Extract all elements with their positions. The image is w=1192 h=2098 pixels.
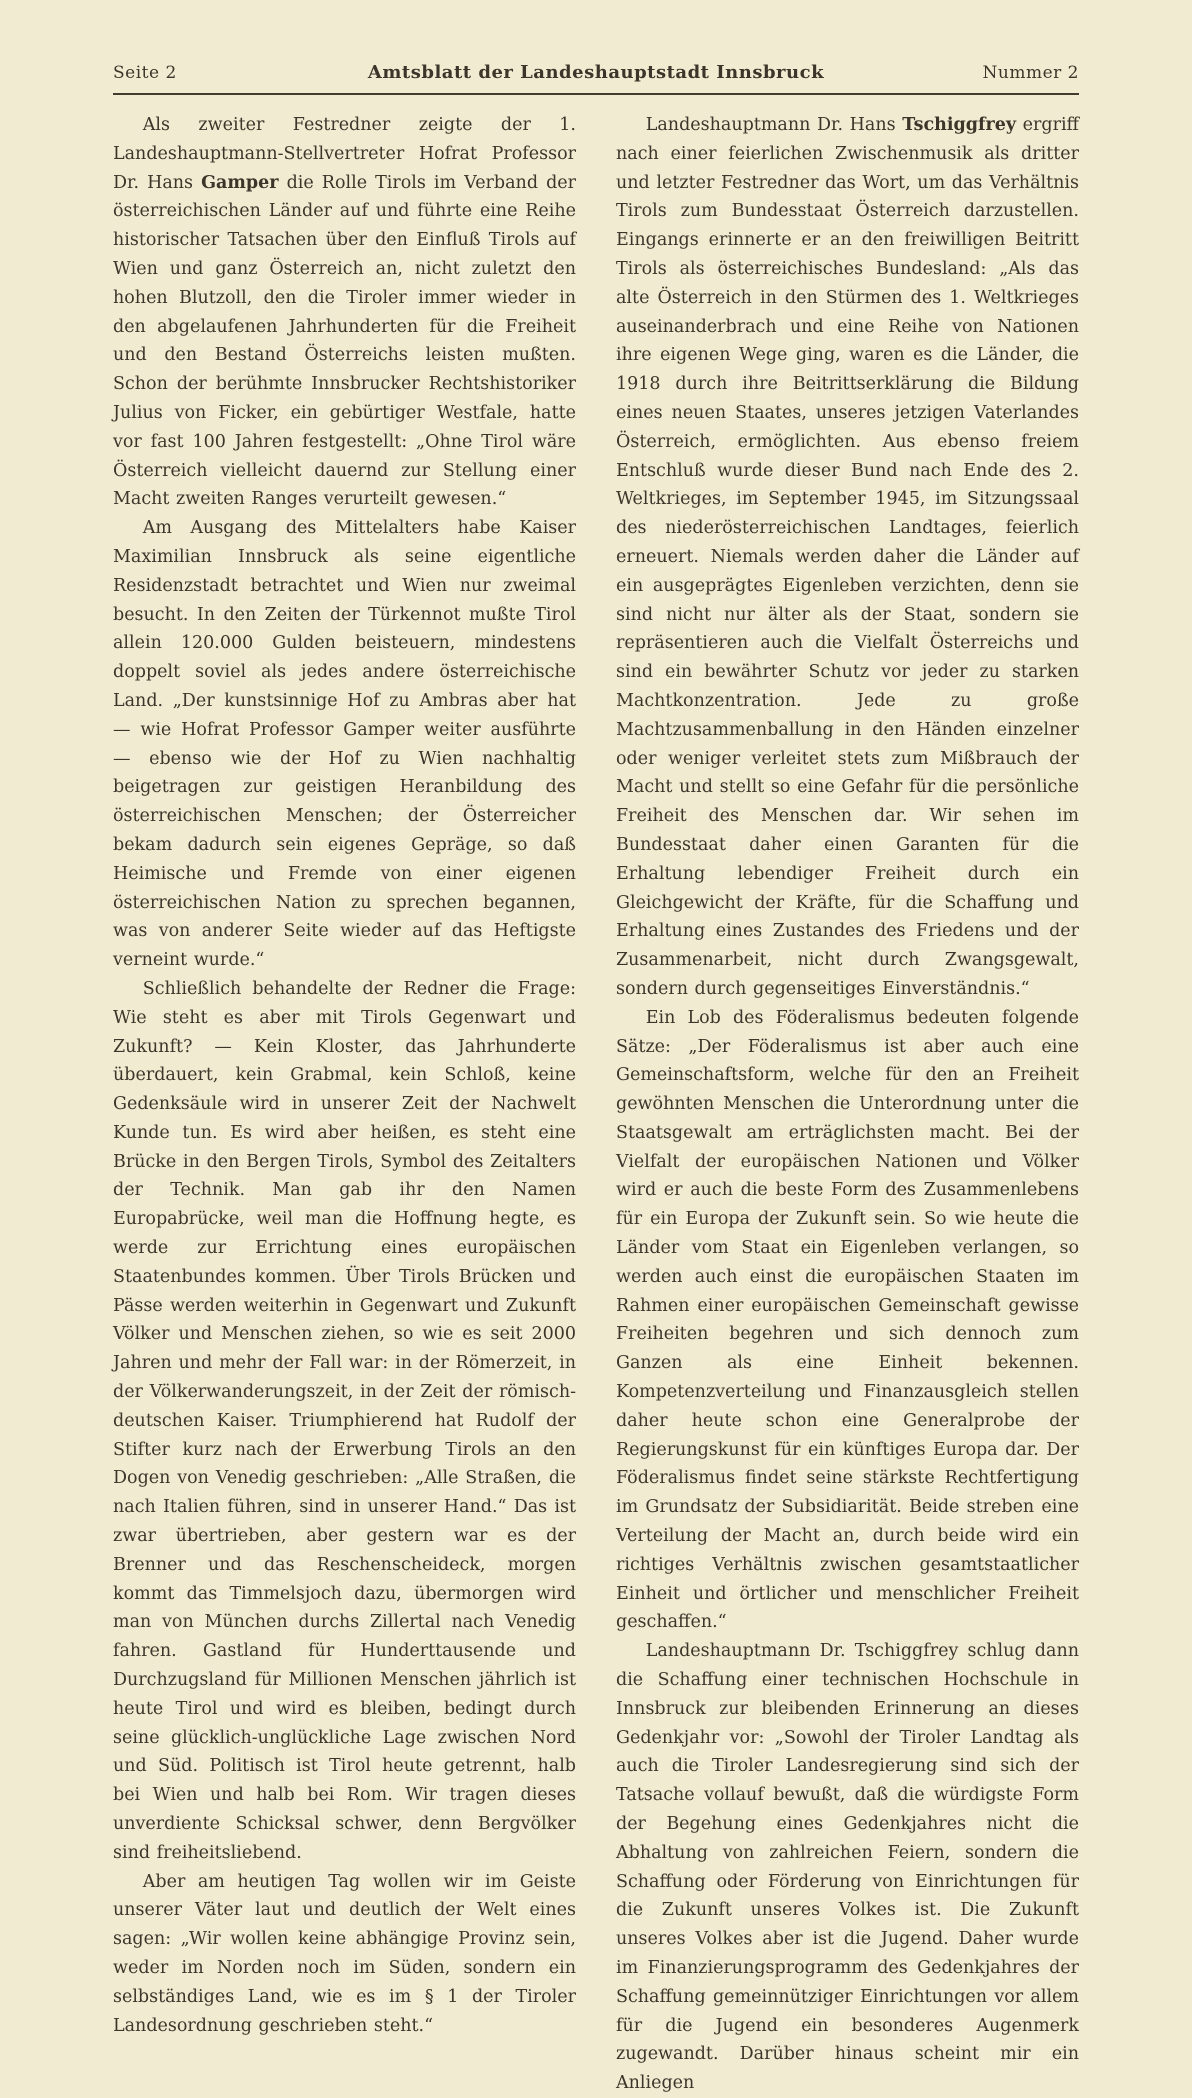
paragraph-text: Landeshauptmann Dr. Hans [645,115,903,135]
paragraph-text: Schließlich behandelte der Redner die Frage: Wie steht es aber mit Tirols Gegenwart und Zukunft? — Kein Kloster, das Jahrhunderte überdauert, kein Grabmal, kein Schloß, keine Gedenksäule wird in unserer Zeit der Nachwelt Kunde tun. Es wird aber heißen, es steht eine Brücke in den Bergen Tirols, Symbol des Zeitalters der Technik. Man gab ihr den Namen Europabrücke, weil man die Hoffnung hegte, es werde zur Errichtung eines europäischen Staatenbundes kommen. Über Tirols Brücken und Pässe werden weiterhin in Gegenwart und Zukunft Völker und Menschen ziehen, so wie es seit 2000 Jahren und mehr der Fall war: in der Römerzeit, in der Völkerwanderungszeit, in der Zeit der römisch-deutschen Kaiser. Triumphierend hat Rudolf der Stifter kurz nach der Erwerbung Tirols an den Dogen von Venedig geschrieben: „Alle Straßen, die nach Italien führen, sind in unserer Hand.“ Das ist zwar übertrieben, aber gestern war es der Brenner und das Reschenscheideck, morgen kommt das Timmelsjoch dazu, übermorgen wird man von München durchs Zillertal nach Venedig fahren. Gastland für Hunderttausende und Durchzugsland für Millionen Menschen jährlich ist heute Tirol und wird es bleiben, bedingt durch seine glücklich-unglückliche Lage zwischen Nord und Süd. Politisch ist Tirol heute getrennt, halb bei Wien und halb bei Rom. Wir tragen dieses unverdiente Schicksal schwer, denn Bergvölker sind freiheitsliebend. [113,978,576,1863]
newspaper-page [113,0,1079,2094]
masthead-rule [113,93,1079,95]
paragraph [616,111,1079,1004]
issue-number-label: Nummer 2 [982,63,1079,83]
paragraph [616,1637,1079,2098]
left-column [113,111,576,2098]
paragraph-text: Aber am heutigen Tag wollen wir im Geiste unserer Väter laut und deutlich der Welt eines sagen: „Wir wollen keine abhängige Provinz sein, weder im Norden noch im Süden, sondern ein selbständiges Land, wie es im § 1 der Tiroler Landesordnung geschrieben steht.“ [113,1871,576,2036]
paragraph [113,1868,576,2041]
paragraph [113,111,576,514]
paragraph-text: ergriff nach einer feierlichen Zwischenmusik als dritter und letzter Festredner das Wort, um das Verhältnis Tirols zum Bundesstaat Österreich darzustellen. Eingangs erinnerte er an den freiwilligen Beitritt Tirols als österreichisches Bundesland: „Als das alte Österreich in den Stürmen des 1. Weltkrieges auseinanderbrach und eine Reihe von Nationen ihre eigenen Wege ging, waren es die Länder, die 1918 durch ihre Beitrittserklärung die Bildung eines neuen Staates, unseres jetzigen Vaterlandes Österreich, ermöglichten. Aus ebenso freiem Entschluß wurde dieser Bund nach Ende des 2. Weltkrieges, im September 1945, im Sitzungssaal des niederösterreichischen Landtages, feierlich erneuert. Niemals werden daher die Länder auf ein ausgeprägtes Eigenleben verzichten, denn sie sind nicht nur älter als der Staat, sondern sie repräsentieren auch die Vielfalt Österreichs und sind ein bewährter Schutz vor jeder zu starken Machtkonzentration. Jede zu große Machtzusammenballung in den Händen einzelner oder weniger verleitet stets zum Mißbrauch der Macht und stellt so eine Gefahr für die persönliche Freiheit des Menschen dar. Wir sehen im Bundesstaat daher einen Garanten für die Erhaltung lebendiger Freiheit durch ein Gleichgewicht der Kräfte, für die Schaffung und Erhaltung eines Zustandes des Friedens und der Zusammenarbeit, nicht durch Zwangsgewalt, sondern durch gegenseitiges Einverständnis.“ [616,115,1079,999]
speaker-name-bold: Gamper [201,172,279,193]
article-body [113,111,1079,2098]
paragraph-text: Als zweiter Festredner zeigte der 1. Landeshauptmann-Stellvertreter Hofrat Professor Dr. Hans [113,115,576,193]
right-column [616,111,1079,2098]
masthead [113,0,1079,83]
paragraph-text: Ein Lob des Föderalismus bedeuten folgende Sätze: „Der Föderalismus ist aber auch eine Gemeinschaftsform, welche für den an Freiheit gewöhnten Menschen die Unterordnung unter die Staatsgewalt am erträglichsten macht. Bei der Vielfalt der europäischen Nationen und Völker wird er auch die beste Form des Zusammenlebens für ein Europa der Zukunft sein. So wie heute die Länder vom Staat ein Eigenleben verlangen, so werden auch einst die europäischen Staaten im Rahmen einer europäischen Gemeinschaft gewisse Freiheiten begehren und sich dennoch zum Ganzen als eine Einheit bekennen. Kompetenzverteilung und Finanzausgleich stellen daher heute schon eine Generalprobe der Regierungskunst für ein künftiges Europa dar. Der Föderalismus findet seine stärkste Rechtfertigung im Grundsatz der Subsidiarität. Beide streben eine Verteilung der Macht an, durch beide wird ein richtiges Verhältnis zwischen gesamtstaatlicher Einheit und örtlicher und menschlicher Freiheit geschaffen.“ [616,1007,1079,1633]
paragraph [616,1004,1079,1638]
speaker-name-bold: Tschiggfrey [902,115,1017,135]
masthead-title: Amtsblatt der Landeshauptstadt Innsbruck [367,62,825,83]
paragraph-text: die Rolle Tirols im Verband der österreichischen Länder auf und führte eine Reihe historischer Tatsachen über den Einfluß Tirols auf Wien und ganz Österreich an, nicht zuletzt den hohen Blutzoll, den die Tiroler immer wieder in den abgelaufenen Jahrhunderten für die Freiheit und den Bestand Österreichs leisten mußten. Schon der berühmte Innsbrucker Rechtshistoriker Julius von Ficker, ein gebürtiger Westfale, hatte vor fast 100 Jahren festgestellt: „Ohne Tirol wäre Österreich vielleicht dauernd zur Stellung einer Macht zweiten Ranges verurteilt gewesen.“ [113,172,577,510]
paragraph-text: Am Ausgang des Mittelalters habe Kaiser Maximilian Innsbruck als seine eigentliche Residenzstadt betrachtet und Wien nur zweimal besucht. In den Zeiten der Türkennot mußte Tirol allein 120.000 Gulden beisteuern, mindestens doppelt soviel als jedes andere österreichische Land. „Der kunstsinnige Hof zu Ambras aber hat — wie Hofrat Professor Gamper weiter ausführte — ebenso wie der Hof zu Wien nachhaltig beigetragen zur geistigen Heranbildung des österreichischen Menschen; der Österreicher bekam dadurch sein eigenes Gepräge, so daß Heimische und Fremde von einer eigenen österreichischen Nation zu sprechen begannen, was von anderer Seite wieder auf das Heftigste verneint wurde.“ [113,518,576,971]
page-number-label: Seite 2 [113,63,177,83]
paragraph-text: Landeshauptmann Dr. Tschiggfrey schlug dann die Schaffung einer technischen Hochschule in Innsbruck zur bleibenden Erinnerung an dieses Gedenkjahr vor: „Sowohl der Tiroler Landtag als auch die Tiroler Landesregierung sind sich der Tatsache vollauf bewußt, daß die würdigste Form der Begehung eines Gedenkjahres nicht die Abhaltung von zahlreichen Feiern, sondern die Schaffung oder Förderung von Einrichtungen für die Zukunft unseres Volkes ist. Die Zukunft unseres Volkes aber ist die Jugend. Daher wurde im Finanzierungsprogramm des Gedenkjahres der Schaffung gemeinnütziger Einrichtungen vor allem für die Jugend ein besonderes Augenmerk zugewandt. Darüber hinaus scheint mir ein Anliegen [616,1641,1079,2094]
paragraph [113,514,576,975]
paragraph [113,975,576,1868]
